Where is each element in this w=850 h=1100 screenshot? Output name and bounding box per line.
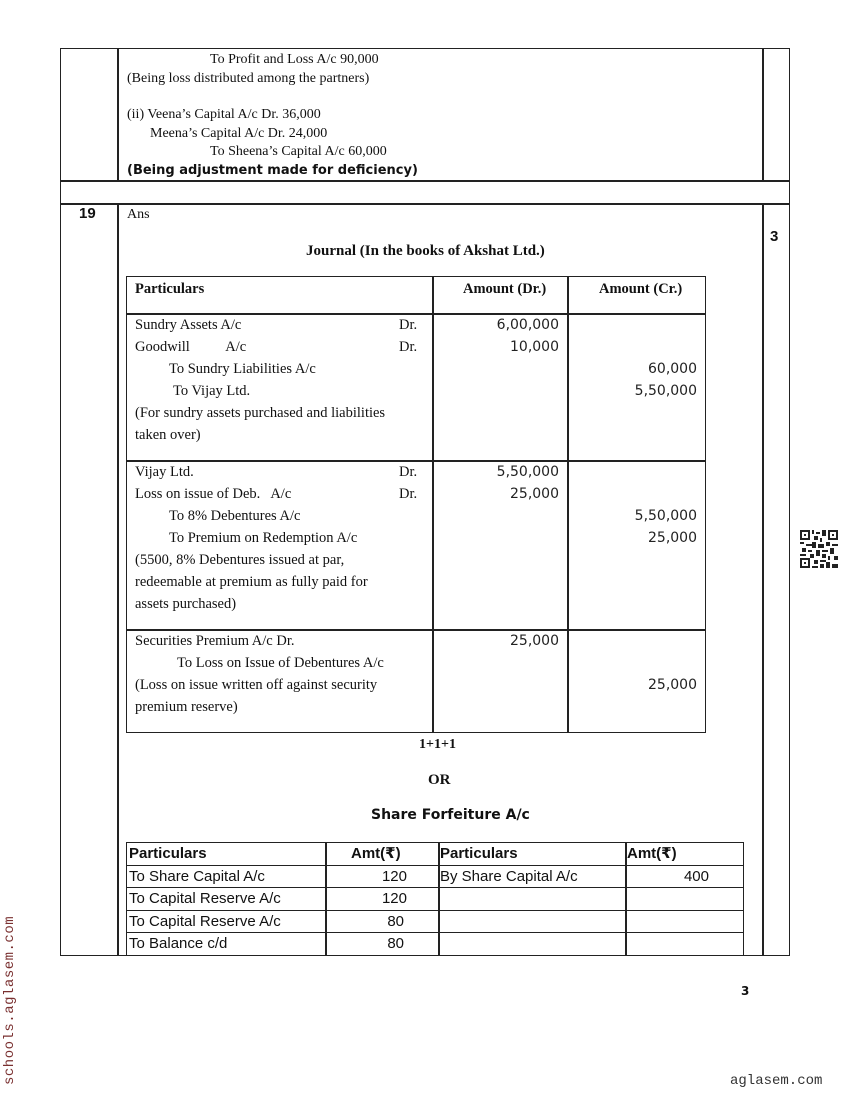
or-label: OR <box>428 772 451 788</box>
bottom-watermark: aglasem.com <box>730 1073 823 1089</box>
amount-cr: 60,000 <box>648 361 697 377</box>
header-amount-cr: Amount (Cr.) <box>599 281 683 297</box>
cell-amount: 400 <box>683 867 709 885</box>
page-number: 3 <box>741 984 750 998</box>
table-row <box>127 866 743 889</box>
header-amount: Amt(₹) <box>351 845 401 862</box>
table-row <box>127 933 743 956</box>
amount-dr: 5,50,000 <box>496 464 559 480</box>
header-particulars: Particulars <box>440 845 518 862</box>
narration: (5500, 8% Debentures issued at par, <box>135 552 345 568</box>
narration: (Being adjustment made for deficiency) <box>127 163 418 178</box>
header-particulars: Particulars <box>129 845 207 862</box>
journal-line: To Profit and Loss A/c 90,000 <box>210 52 379 67</box>
journal-title: Journal (In the books of Akshat Ltd.) <box>306 243 545 259</box>
header-particulars: Particulars <box>135 281 205 297</box>
cell-amount: 80 <box>387 935 404 952</box>
share-forfeiture-table <box>126 842 744 956</box>
entry-line: Securities Premium A/c Dr. <box>135 633 295 649</box>
question-number: 19 <box>79 205 96 222</box>
amount-dr: 10,000 <box>510 339 559 355</box>
dr-label: Dr. <box>399 464 418 480</box>
row-divider <box>60 203 790 205</box>
amount-dr: 25,000 <box>510 486 559 502</box>
cell-amount: 120 <box>381 890 407 907</box>
journal-line: To Sheena’s Capital A/c 60,000 <box>210 144 387 159</box>
entry-line <box>135 336 246 358</box>
column-divider <box>117 48 119 180</box>
amount-cr: 5,50,000 <box>634 508 697 524</box>
cell-particulars: To Capital Reserve A/c <box>129 890 281 907</box>
header-amount: Amt(₹) <box>627 845 677 862</box>
ans-label: Ans <box>127 207 150 222</box>
amount-cr: 25,000 <box>648 530 697 546</box>
column-divider <box>117 203 119 956</box>
table-row <box>127 911 743 934</box>
column-divider <box>432 277 434 732</box>
dr-label: Dr. <box>399 339 418 355</box>
dr-label: Dr. <box>399 317 418 333</box>
entry-line-text: Goodwill A/c <box>135 339 247 355</box>
narration: premium reserve) <box>135 699 238 715</box>
entry-line: To Sundry Liabilities A/c <box>169 361 316 377</box>
narration: (For sundry assets purchased and liabilities <box>135 405 386 421</box>
cell-particulars: To Balance c/d <box>129 935 228 952</box>
marking-scheme: 1+1+1 <box>419 737 456 752</box>
amount-dr: 6,00,000 <box>496 317 559 333</box>
narration: redeemable at premium as fully paid for <box>135 574 368 590</box>
cell-particulars: To Capital Reserve A/c <box>129 912 281 930</box>
cell-amount: 80 <box>387 912 404 930</box>
row-divider <box>60 180 790 182</box>
cell-particulars: To Share Capital A/c <box>129 867 265 885</box>
journal-table <box>126 276 706 733</box>
column-divider <box>567 277 569 732</box>
cell-particulars: By Share Capital A/c <box>440 867 578 885</box>
side-watermark: schools.aglasem.com <box>2 915 18 1085</box>
amount-dr: 25,000 <box>510 633 559 649</box>
entry-line: To Vijay Ltd. <box>173 383 251 399</box>
entry-line-text: Loss on issue of Deb. A/c <box>135 486 292 502</box>
cell-amount: 120 <box>381 867 407 885</box>
amount-cr: 25,000 <box>648 677 697 693</box>
table-header-row <box>127 843 743 866</box>
header-amount-dr: Amount (Dr.) <box>463 281 547 297</box>
table-row <box>127 888 743 911</box>
entry-line: To 8% Debentures A/c <box>169 508 301 524</box>
entry-line: Vijay Ltd. <box>135 464 194 480</box>
entry-line <box>135 483 291 505</box>
column-divider <box>762 48 764 180</box>
ledger-title: Share Forfeiture A/c <box>371 807 530 823</box>
journal-line: (ii) Veena’s Capital A/c Dr. 36,000 <box>127 107 321 122</box>
amount-cr: 5,50,000 <box>634 383 697 399</box>
narration: assets purchased) <box>135 596 237 612</box>
entry-line: To Loss on Issue of Debentures A/c <box>177 655 384 671</box>
dr-label: Dr. <box>399 486 418 502</box>
narration: taken over) <box>135 427 201 443</box>
qr-code-icon <box>800 530 838 568</box>
narration: (Being loss distributed among the partners) <box>127 71 370 86</box>
narration: (Loss on issue written off against security <box>135 677 378 693</box>
entry-line: Sundry Assets A/c <box>135 317 242 333</box>
entry-line: To Premium on Redemption A/c <box>169 530 358 546</box>
column-divider <box>762 203 764 956</box>
journal-line: Meena’s Capital A/c Dr. 24,000 <box>150 126 328 141</box>
marks: 3 <box>770 228 779 245</box>
